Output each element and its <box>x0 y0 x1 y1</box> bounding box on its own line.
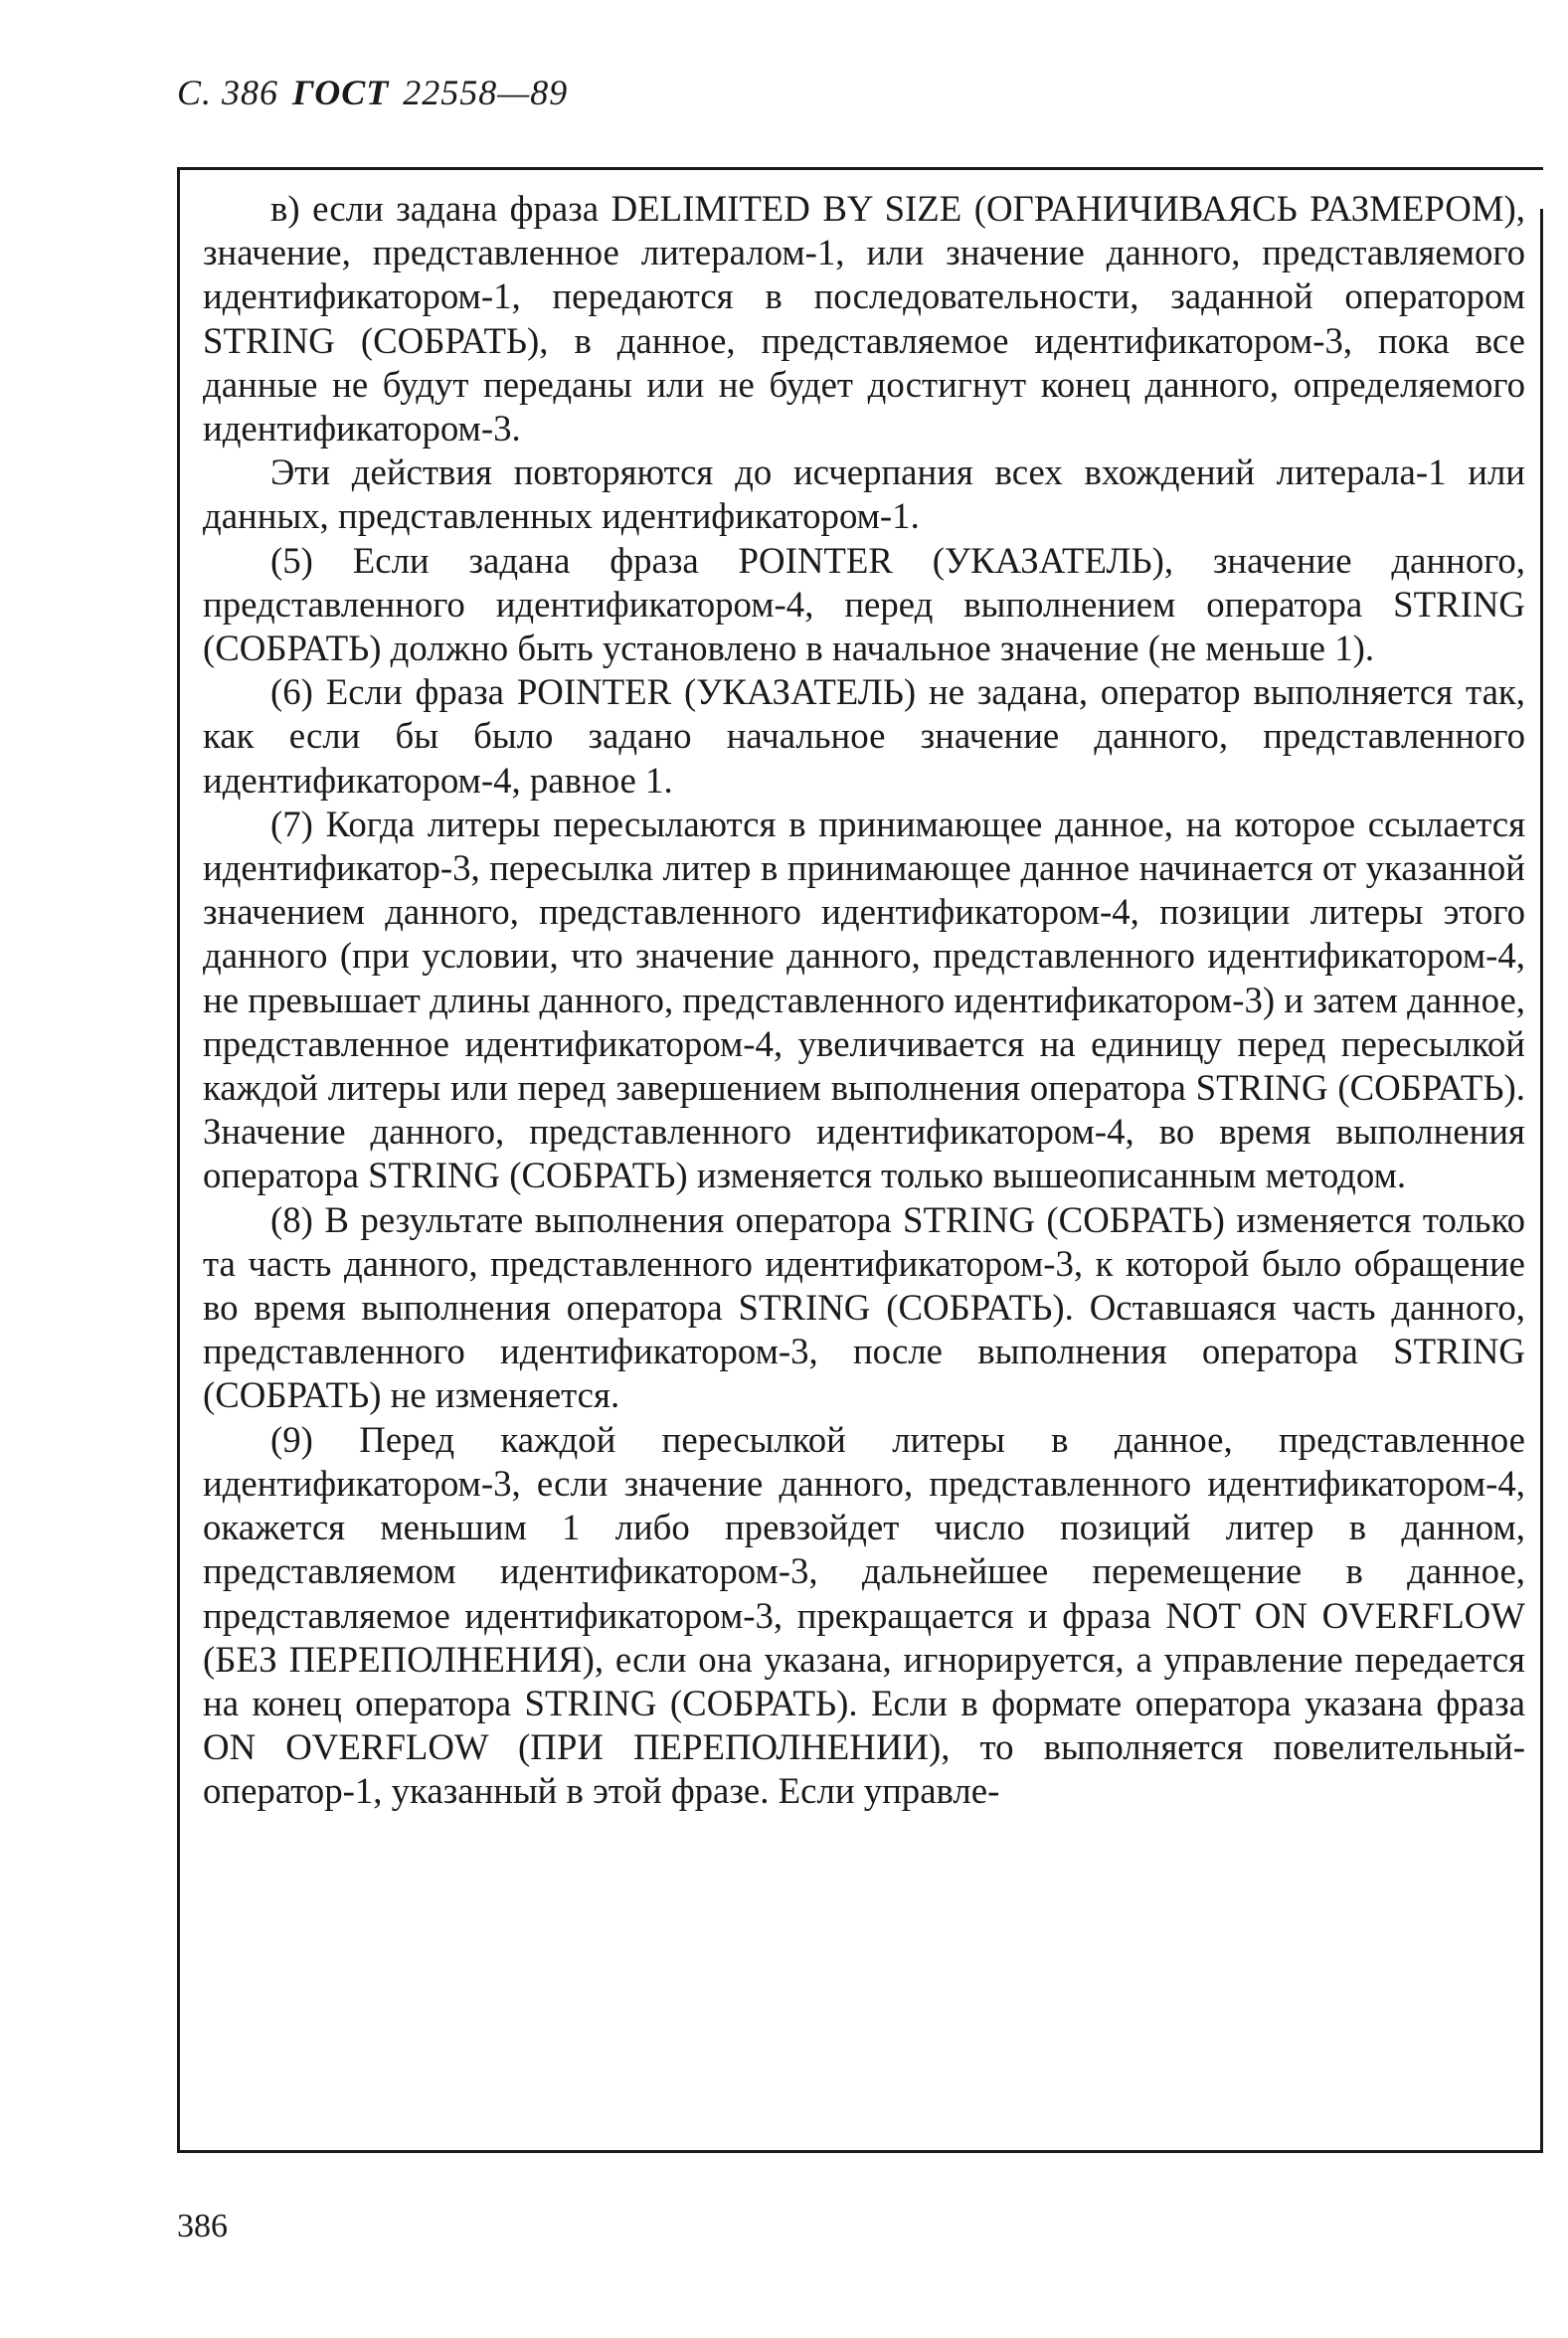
header-standard-number: 22558—89 <box>403 73 569 112</box>
header-standard: ГОСТ <box>292 73 390 112</box>
text-frame-right-rule <box>1540 209 1543 2153</box>
paragraph-8: (8) В результате выполнения оператора STRING (СОБРАТЬ) изменяется только та часть данного, представленного идентификатором-3, к которой было обращение во время выполнения оператора STRING (СОБРАТЬ). Оставшаяся часть данного, представленного идентификатором-3, после выполнения оператора STRING (СОБРАТЬ) не изменяется. <box>203 1198 1525 1416</box>
running-header <box>177 72 568 113</box>
paragraph-6: (6) Если фраза POINTER (УКАЗАТЕЛЬ) не задана, оператор выполняется так, как если бы было задано начальное значение данного, представленного идентификатором-4, равное 1. <box>203 671 1525 801</box>
header-page-ref: С. 386 <box>177 73 279 112</box>
paragraph-9: (9) Перед каждой пересылкой литеры в данное, представленное идентификатором-3, если значение данного, представленного идентификатором-4, окажется меньшим 1 либо превзойдет число позиций литер в данном, представляемом идентификатором-3, дальнейшее перемещение в данное, представляемое идентификатором-3, прекращается и фраза NOT ON OVERFLOW (БЕЗ ПЕРЕПОЛНЕНИЯ), если она указана, игнорируется, а управление передается на конец оператора STRING (СОБРАТЬ). Если в формате оператора указана фраза ON OVERFLOW (ПРИ ПЕРЕПОЛНЕНИИ), то выполняется повелительный-оператор-1, указанный в этой фразе. Если управле- <box>203 1418 1525 1812</box>
body-text <box>203 187 1525 1814</box>
page-number: 386 <box>177 2208 228 2245</box>
paragraph-item-v: в) если задана фраза DELIMITED BY SIZE (ОГРАНИЧИВАЯСЬ РАЗМЕРОМ), значение, представленное литералом-1, или значение данного, представляемого идентификатором-1, передаются в последовательности, заданной оператором STRING (СОБРАТЬ), в данное, представляемое идентификатором-3, пока все данные не будут переданы или не будет достигнут конец данного, определяемого идентификатором-3. <box>203 188 1525 450</box>
paragraph-7: (7) Когда литеры пересылаются в принимающее данное, на которое ссылается идентификатор-3, пересылка литер в принимающее данное начинается от указанной значением данного, представленного идентификатором-4, позиции литеры этого данного (при условии, что значение данного, представленного идентификатором-4, не превышает длины данного, представленного идентификатором-3) и затем данное, представленное идентификатором-4, увеличивается на единицу перед пересылкой каждой литеры или перед завершением выполнения оператора STRING (СОБРАТЬ). Значение данного, представленного идентификатором-4, во время выполнения оператора STRING (СОБРАТЬ) изменяется только вышеописанным методом. <box>203 803 1525 1196</box>
paragraph-5: (5) Если задана фраза POINTER (УКАЗАТЕЛЬ), значение данного, представленного идентификатором-4, перед выполнением оператора STRING (СОБРАТЬ) должно быть установлено в начальное значение (не меньше 1). <box>203 539 1525 669</box>
paragraph-repeat-note: Эти действия повторяются до исчерпания всех вхождений литерала-1 или данных, представленных идентификатором-1. <box>203 451 1525 537</box>
